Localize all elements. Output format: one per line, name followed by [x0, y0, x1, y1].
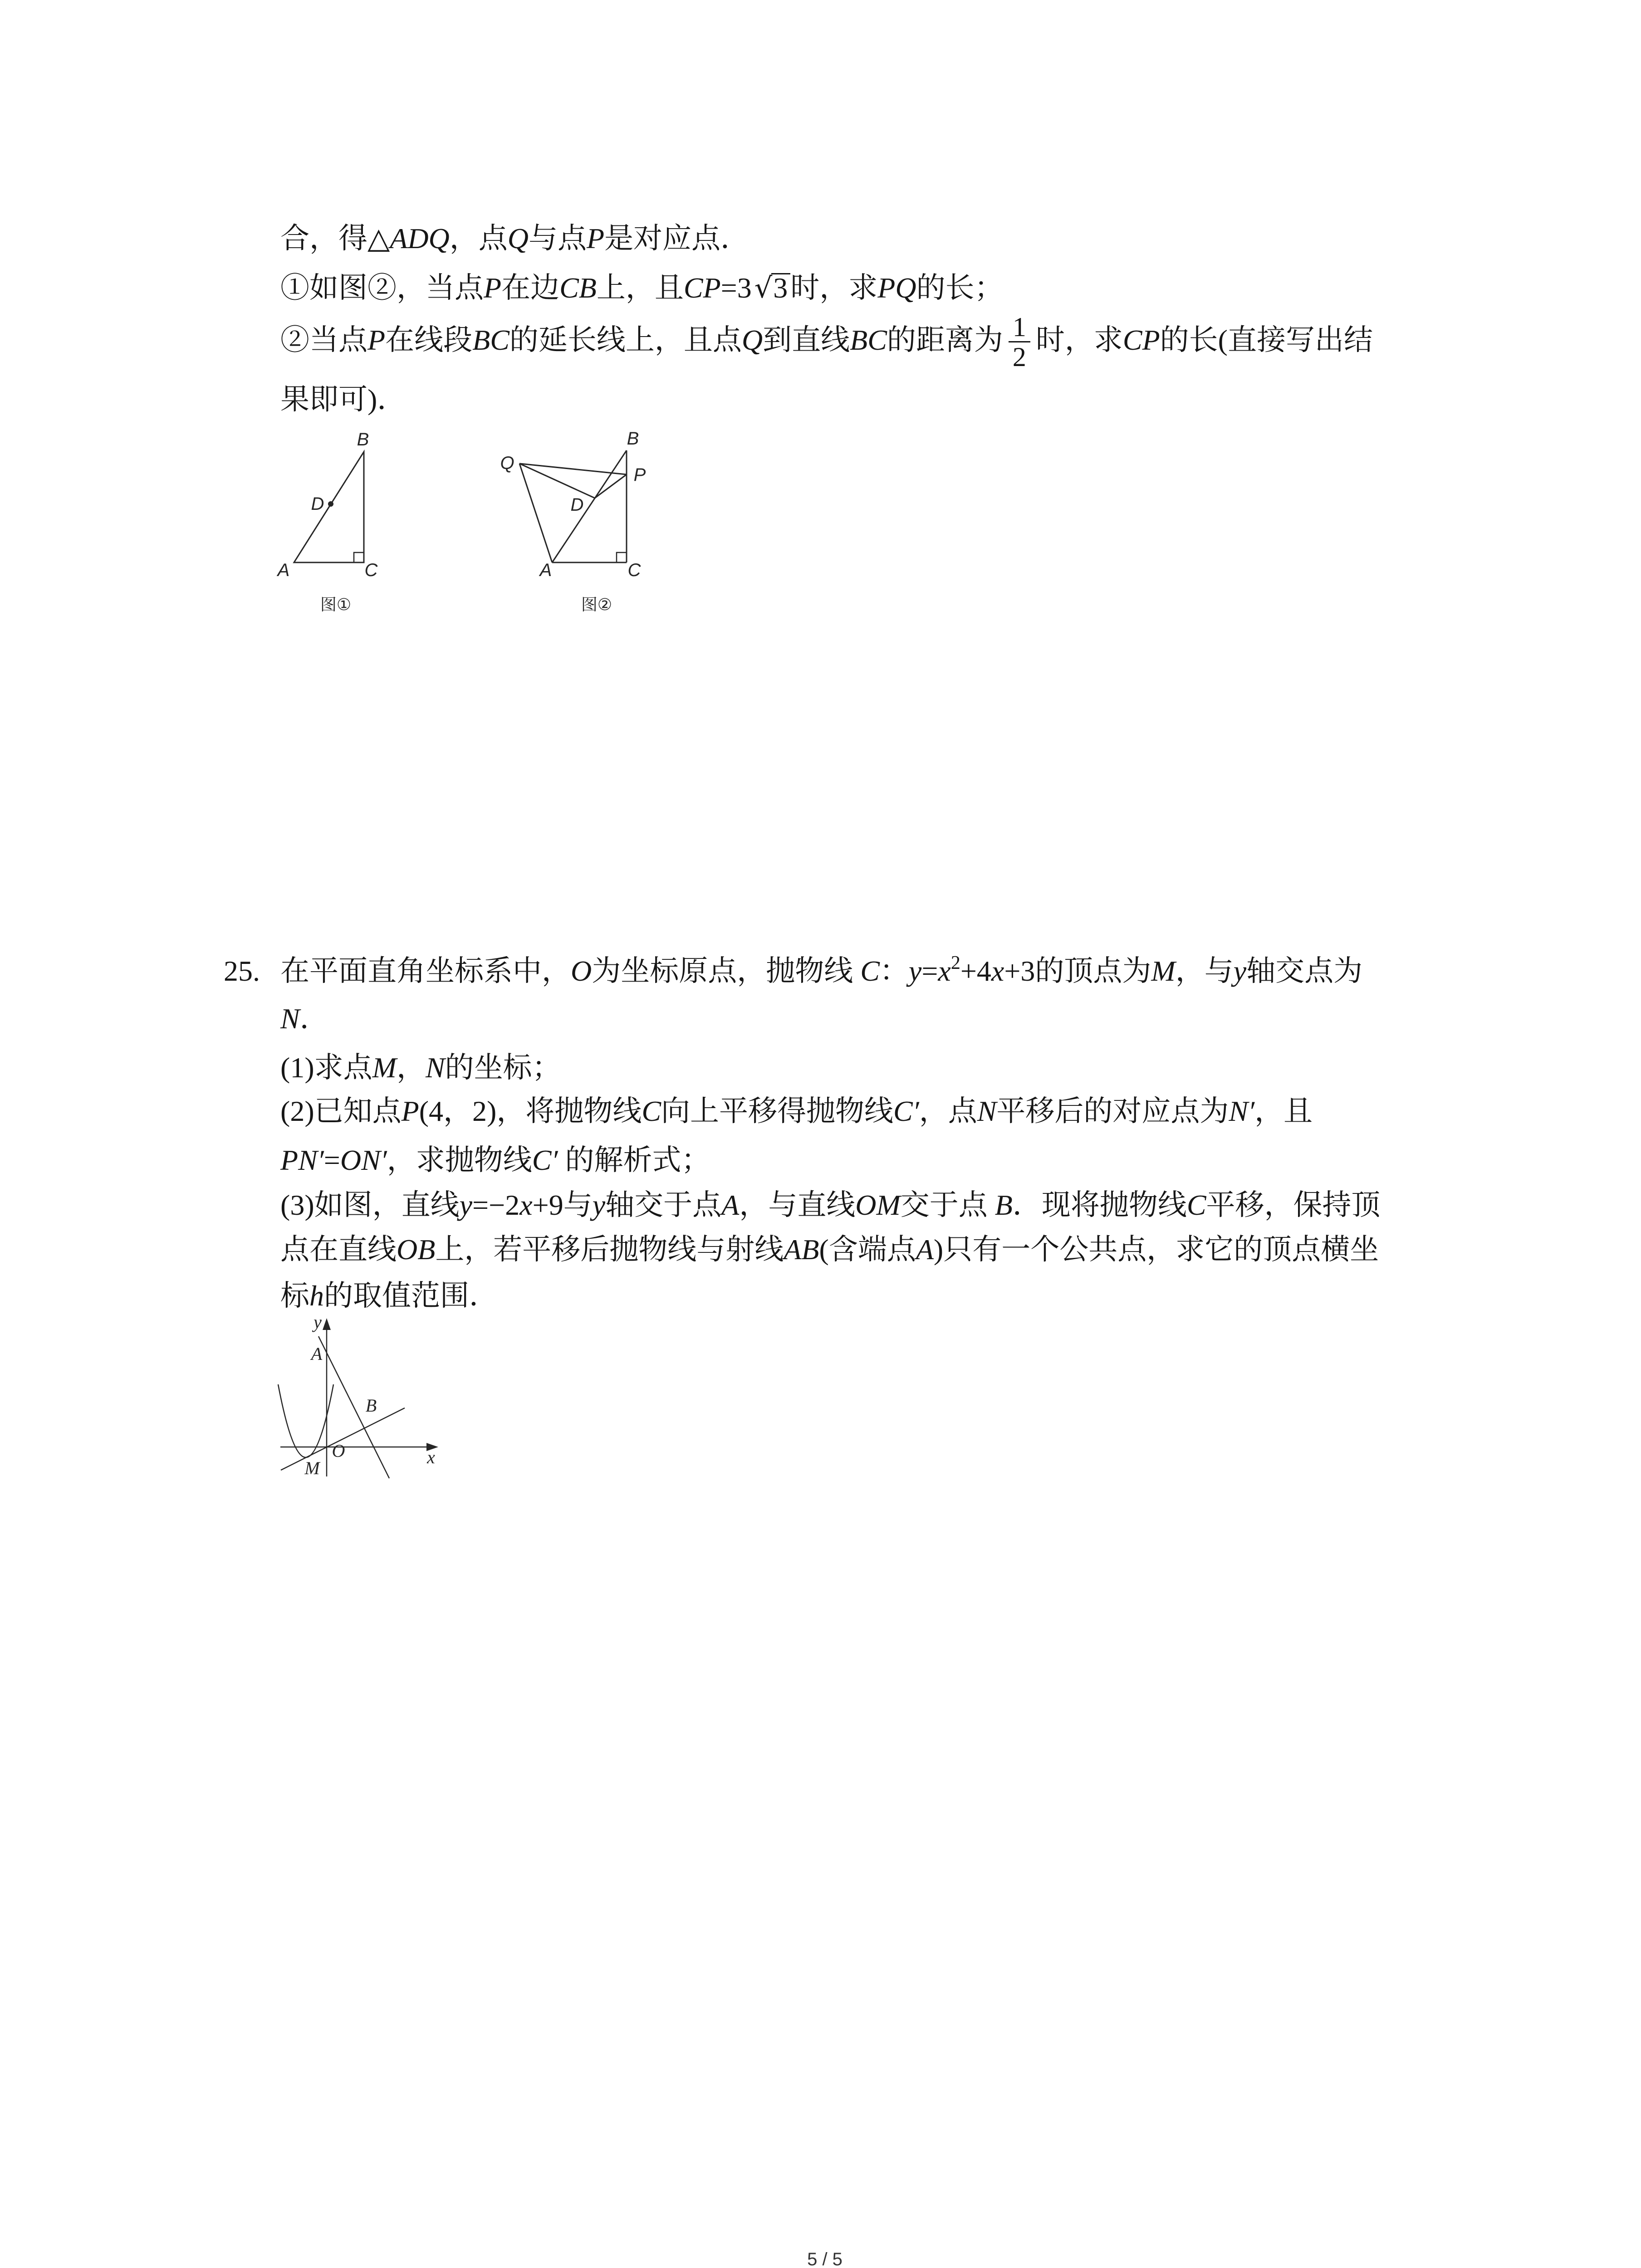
text-segment: (1)求点 — [280, 1051, 372, 1084]
text-segment: 向上平移得抛物线 — [661, 1095, 894, 1127]
text-segment: 的长； — [916, 272, 1004, 304]
math-variable: OB — [397, 1233, 436, 1266]
math-variable: P — [484, 272, 502, 304]
page-number: 5 / 5 — [807, 2249, 843, 2268]
figure-1 — [254, 422, 399, 621]
math-variable: y — [459, 1189, 473, 1221]
math-variable: C′ — [532, 1144, 558, 1176]
text-segment: ，与直线 — [739, 1189, 856, 1221]
math-variable: A — [721, 1189, 740, 1221]
text-segment: )只有一个公共点，求它的顶点横坐 — [933, 1233, 1379, 1266]
q24-line-2 — [280, 270, 1004, 306]
segment-qp — [519, 464, 627, 474]
text-segment: ，点 — [449, 222, 508, 254]
q24-line-4 — [280, 381, 406, 418]
text-segment: +4 — [960, 955, 991, 987]
label-y: y — [314, 1312, 322, 1332]
text-segment: 的延长线上，且点 — [509, 324, 742, 356]
q24-line-3 — [280, 312, 1373, 372]
math-variable: C — [1186, 1189, 1206, 1221]
label-m: M — [304, 1458, 320, 1478]
text-segment: 轴交点为 — [1246, 955, 1363, 987]
text-segment: 轴交于点 — [605, 1189, 722, 1221]
right-angle-mark — [617, 552, 627, 562]
text-segment: (3)如图，直线 — [280, 1189, 460, 1221]
text-segment: 点在直线 — [280, 1233, 397, 1266]
math-variable: OM — [855, 1189, 901, 1221]
math-variable: N — [425, 1051, 445, 1084]
sqrt-sign: √ — [754, 271, 773, 304]
segment-aq — [519, 464, 552, 562]
text-segment: 平移后的对应点为 — [996, 1095, 1229, 1127]
text-segment: ②当点 — [280, 324, 367, 356]
math-variable: O — [571, 955, 592, 987]
text-segment: 上，若平移后抛物线与射线 — [435, 1233, 784, 1266]
math-variable: N — [280, 1002, 300, 1035]
text-segment: ： — [879, 955, 909, 987]
math-variable: AB — [784, 1233, 819, 1266]
math-variable: ADQ — [390, 222, 450, 254]
math-variable: CP — [1122, 324, 1160, 356]
segment-ab — [552, 450, 627, 562]
question-number — [224, 953, 260, 989]
text-segment: 的长(直接写出结 — [1160, 324, 1373, 356]
label-q: Q — [500, 453, 514, 473]
text-segment: 的坐标； — [445, 1051, 561, 1084]
text-segment: ， — [396, 1051, 426, 1084]
text-segment: = — [323, 1144, 340, 1176]
math-variable: C — [860, 955, 880, 987]
text-segment: 交于点 — [900, 1189, 995, 1221]
q25-line-4 — [280, 1093, 1313, 1129]
text-segment: +3的顶点为 — [1004, 955, 1151, 987]
q25-line-1 — [280, 953, 1362, 989]
text-segment: =−2 — [472, 1189, 520, 1221]
label-b: B — [357, 430, 369, 450]
fraction — [1009, 312, 1030, 372]
q25-line-3 — [280, 1050, 561, 1086]
text-segment: 的取值范围． — [324, 1280, 498, 1312]
text-segment: ．现将抛物线 — [1012, 1189, 1187, 1221]
math-variable: Q — [741, 324, 763, 356]
text-segment: 合，得△ — [280, 222, 390, 254]
text-segment: 时，求 — [790, 272, 878, 304]
math-variable: x — [938, 955, 951, 987]
text-segment: 的解析式； — [558, 1144, 710, 1176]
label-o: O — [332, 1441, 345, 1461]
point-d — [328, 501, 333, 507]
math-variable: P — [367, 324, 386, 356]
label-d: D — [311, 494, 324, 514]
math-variable: x — [991, 955, 1004, 987]
math-variable: N — [977, 1095, 997, 1127]
label-c: C — [627, 560, 641, 580]
math-variable: y — [592, 1189, 606, 1221]
math-variable: CB — [559, 272, 597, 304]
q25-line-6 — [280, 1187, 1381, 1223]
math-variable: BC — [850, 324, 887, 356]
segment-dp — [595, 474, 627, 498]
text-segment: ，求抛物线 — [387, 1144, 532, 1176]
math-variable: M — [372, 1051, 397, 1084]
math-variable: M — [1151, 955, 1176, 987]
text-segment: 时，求 — [1035, 324, 1123, 356]
figure-2 — [481, 422, 671, 621]
text-segment: ． — [299, 1002, 329, 1035]
math-variable: C — [642, 1095, 661, 1127]
text-segment: 上，且 — [596, 272, 684, 304]
label-a: A — [311, 1344, 323, 1364]
text-segment: (含端点 — [819, 1233, 916, 1266]
text-segment: 在边 — [501, 272, 560, 304]
math-variable: y — [1233, 955, 1247, 987]
q25-line-7 — [280, 1232, 1379, 1268]
label-d: D — [570, 495, 584, 515]
text-segment: ，点 — [919, 1095, 977, 1127]
math-variable: x — [519, 1189, 533, 1221]
exponent: 2 — [950, 953, 960, 973]
q25-line-5 — [280, 1142, 710, 1178]
label-a: A — [539, 560, 552, 580]
text-segment: ①如图②，当点 — [280, 272, 484, 304]
coordinate-figure — [268, 1306, 449, 1488]
label-c: C — [364, 560, 378, 580]
text-segment: 果即可)． — [280, 383, 407, 415]
label-a: A — [277, 560, 290, 580]
triangle-abc — [294, 452, 364, 562]
math-variable: PQ — [877, 272, 916, 304]
label-b: B — [627, 429, 639, 449]
sqrt-radicand: 3 — [771, 273, 790, 302]
text-segment: 在平面直角坐标系中， — [280, 955, 571, 987]
text-segment: ，且 — [1254, 1095, 1313, 1127]
q24-line-1 — [280, 220, 749, 257]
text-segment: 平移，保持顶 — [1206, 1189, 1381, 1221]
math-variable: ON′ — [340, 1144, 387, 1176]
math-variable: PN′ — [280, 1144, 324, 1176]
text-segment: ，与 — [1175, 955, 1234, 987]
segment-qd — [519, 464, 595, 498]
question-number-text: 25. — [224, 955, 260, 987]
math-variable: C′ — [893, 1095, 919, 1127]
label-b: B — [365, 1395, 377, 1416]
figure-caption: 图① — [320, 596, 352, 614]
text-segment: 的距离为 — [887, 324, 1003, 356]
fraction-denominator: 2 — [1012, 342, 1026, 372]
label-x: x — [427, 1447, 435, 1467]
text-segment: 与点 — [528, 222, 587, 254]
y-axis-arrow — [323, 1318, 331, 1330]
math-variable: Q — [507, 222, 529, 254]
math-variable: y — [908, 955, 922, 987]
math-variable: BC — [472, 324, 509, 356]
text-segment: =3 — [720, 272, 752, 304]
label-p: P — [633, 465, 646, 485]
text-segment: (4，2)，将抛物线 — [419, 1095, 642, 1127]
math-variable: CP — [683, 272, 721, 304]
q25-line-2 — [280, 1001, 329, 1037]
text-segment: 标 — [280, 1280, 309, 1312]
text-segment: 是对应点． — [604, 222, 750, 254]
figure-caption: 图② — [581, 596, 612, 614]
math-variable: P — [401, 1095, 419, 1127]
math-variable: N′ — [1229, 1095, 1255, 1127]
text-segment: 为坐标原点，抛物线 — [592, 955, 861, 987]
text-segment: (2)已知点 — [280, 1095, 402, 1127]
math-variable: B — [994, 1189, 1013, 1221]
text-segment: 在线段 — [385, 324, 473, 356]
text-segment: 到直线 — [763, 324, 850, 356]
text-segment: +9与 — [532, 1189, 593, 1221]
math-variable: P — [586, 222, 605, 254]
right-angle-mark — [354, 552, 364, 562]
fraction-numerator: 1 — [1009, 313, 1030, 342]
text-segment: = — [921, 955, 938, 987]
math-variable: h — [309, 1280, 324, 1312]
math-variable: A — [916, 1233, 934, 1266]
